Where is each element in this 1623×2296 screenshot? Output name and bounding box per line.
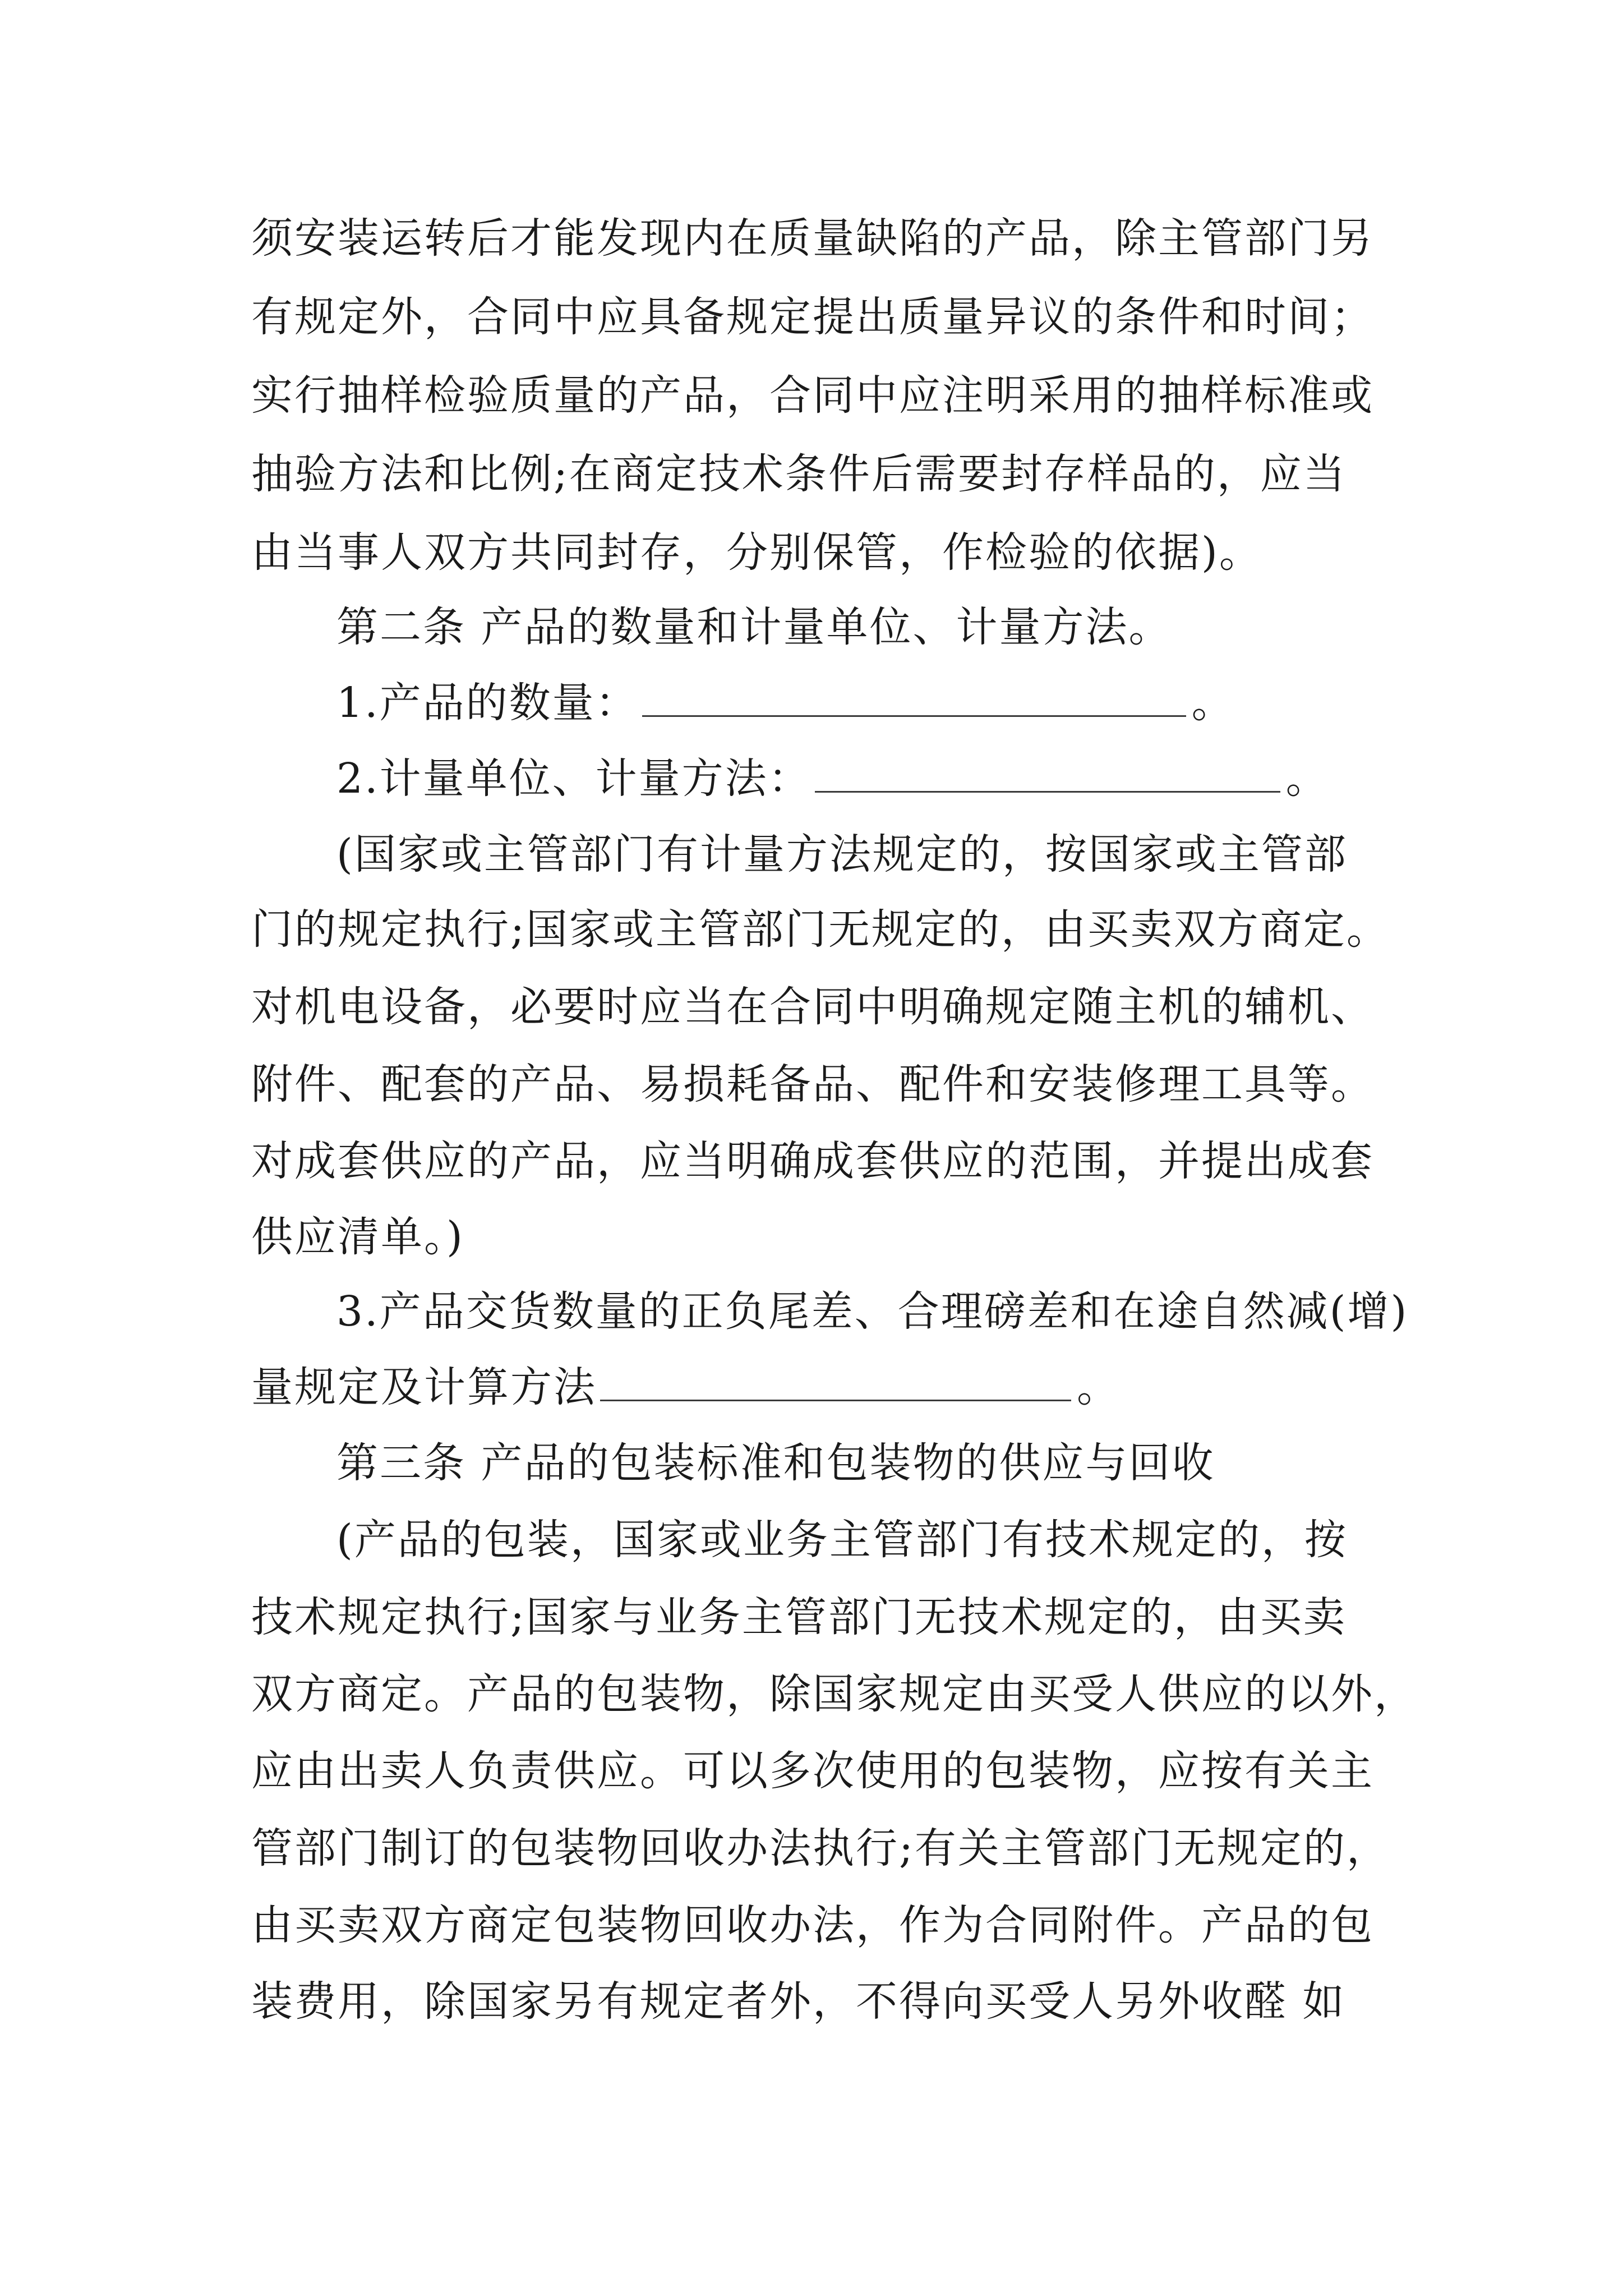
unit-method-blank — [815, 754, 1280, 793]
paragraph-line: 对机电设备，必要时应当在合同中明确规定随主机的辅机、 — [251, 983, 1374, 1031]
tolerance-end: 。 — [1077, 1363, 1120, 1411]
paragraph-line: 由当事人双方共同封存，分别保管，作检验的依据)。 — [251, 528, 1262, 577]
paragraph-line: 3.产品交货数量的正负尾差、合理磅差和在途自然减(增) — [336, 1287, 1409, 1336]
paragraph-line: 须安装运转后才能发现内在质量缺陷的产品，除主管部门另 — [251, 214, 1374, 263]
paragraph-line: 由买卖双方商定包装物回收办法，作为合同附件。产品的包 — [251, 1901, 1374, 1949]
tolerance-line — [251, 1362, 1120, 1412]
paragraph-line: (产品的包装，国家或业务主管部门有技术规定的，按 — [336, 1516, 1348, 1564]
tolerance-label: 量规定及计算方法 — [251, 1363, 597, 1411]
paragraph-line: 门的规定执行;国家或主管部门无规定的，由买卖双方商定。 — [251, 905, 1390, 954]
paragraph-line: 供应清单。) — [251, 1213, 464, 1261]
paragraph-line: 实行抽样检验质量的产品，合同中应注明采用的抽样标准或 — [251, 371, 1374, 420]
paragraph-line: 双方商定。产品的包装物，除国家规定由买受人供应的以外， — [251, 1670, 1417, 1718]
paragraph-line: 应由出卖人负责供应。可以多次使用的包装物，应按有关主 — [251, 1747, 1374, 1795]
unit-method-label: 2.计量单位、计量方法： — [336, 754, 811, 803]
tolerance-blank — [600, 1363, 1071, 1401]
unit-method-line — [336, 753, 1329, 804]
unit-method-end: 。 — [1285, 754, 1329, 803]
paragraph-line: 对成套供应的产品，应当明确成套供应的范围，并提出成套 — [251, 1137, 1374, 1185]
paragraph-line: 装费用，除国家另有规定者外，不得向买受人另外收醛 如 — [251, 1977, 1346, 2026]
paragraph-line: (国家或主管部门有计量方法规定的，按国家或主管部 — [336, 830, 1348, 878]
paragraph-line: 有规定外，合同中应具备规定提出质量异议的条件和时间； — [251, 293, 1374, 341]
quantity-blank — [642, 678, 1186, 717]
quantity-line — [336, 678, 1235, 728]
paragraph-line: 技术规定执行;国家与业务主管部门无技术规定的，由买卖 — [251, 1593, 1347, 1641]
quantity-end: 。 — [1191, 679, 1235, 727]
section-heading-article-3: 第三条 产品的包装标准和包装物的供应与回收 — [336, 1439, 1215, 1487]
paragraph-line: 附件、配套的产品、易损耗备品、配件和安装修理工具等。 — [251, 1060, 1374, 1108]
quantity-label: 1.产品的数量： — [336, 679, 639, 727]
paragraph-line: 抽验方法和比例;在商定技术条件后需要封存样品的，应当 — [251, 450, 1347, 498]
paragraph-line: 管部门制订的包装物回收办法执行;有关主管部门无规定的， — [251, 1824, 1390, 1872]
section-heading-article-2: 第二条 产品的数量和计量单位、计量方法。 — [336, 603, 1172, 651]
